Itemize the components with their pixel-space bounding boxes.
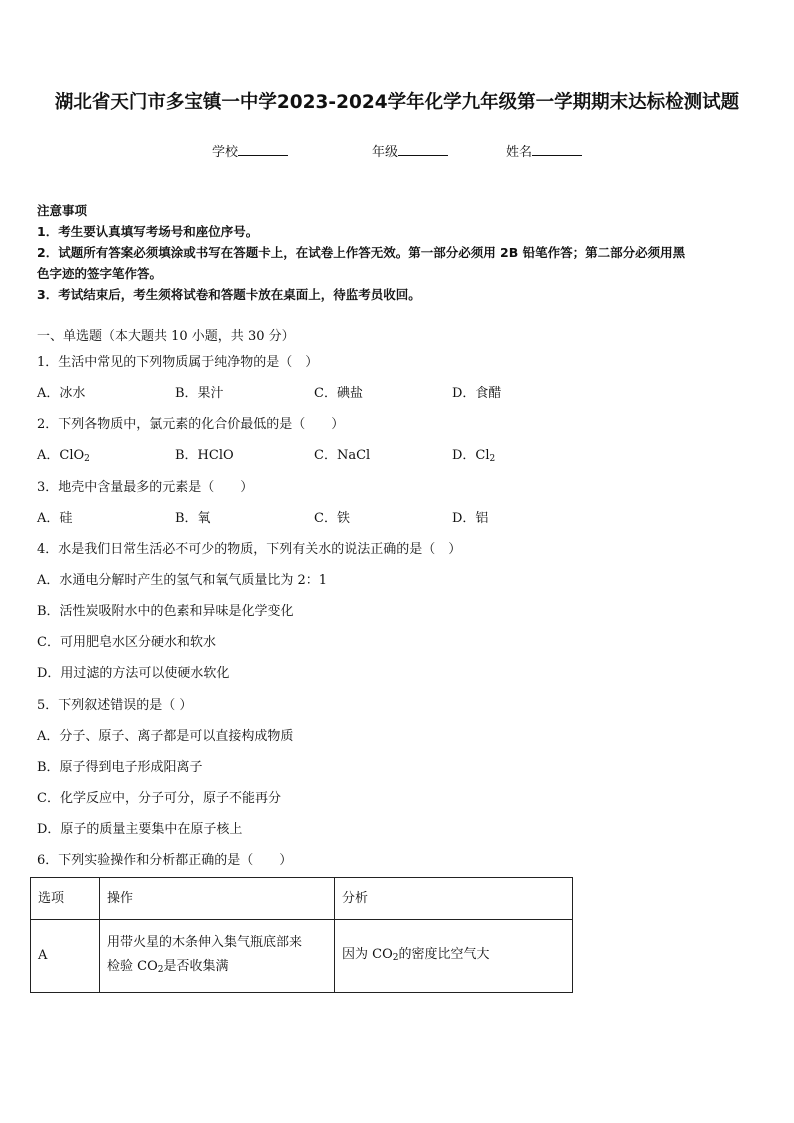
q6-row-a-operation-line1: 用带火星的木条伸入集气瓶底部来 [107,934,303,950]
q6-table [30,877,573,993]
q2-option-b: B．HClO [175,448,234,463]
q6-header-option: 选项 [31,878,100,920]
name-label: 姓名 [506,145,533,160]
q4-option-a: A．水通电分解时产生的氢气和氧气质量比为 2：1 [37,573,328,588]
q6-op-line2-subscript: 2 [157,964,164,975]
q1-option-d: D．食醋 [452,386,502,401]
q1-option-c: C．碘盐 [314,386,363,401]
grade-blank [398,143,448,156]
q2-option-a-text: A．ClO [37,448,85,463]
q5-option-c: C．化学反应中，分子可分，原子不能再分 [37,791,281,806]
q2-option-d-text: D．Cl [452,448,490,463]
school-field [212,141,288,160]
q6-header-operation: 操作 [100,878,335,920]
q6-op-line2-prefix: 检验 CO [107,958,158,974]
q2-option-a [37,448,90,467]
school-label: 学校 [212,145,239,160]
q6-op-line2-suffix: 是否收集满 [163,958,229,974]
q4-stem: 4．水是我们日常生活必不可少的物质，下列有关水的说法正确的是（ ） [37,542,462,557]
q1-option-a: A．冰水 [37,386,86,401]
q3-option-b: B．氧 [175,511,211,526]
q4-option-c: C．可用肥皂水区分硬水和软水 [37,635,216,650]
q6-stem: 6．下列实验操作和分析都正确的是（ ） [37,853,293,868]
q2-option-d-subscript: 2 [489,454,496,464]
q6-analysis-subscript: 2 [392,952,399,963]
name-field [506,141,582,160]
q2-stem: 2．下列各物质中，氯元素的化合价最低的是（ ） [37,417,345,432]
q6-analysis-suffix: 的密度比空气大 [398,946,490,962]
q5-option-b: B．原子得到电子形成阳离子 [37,760,203,775]
q5-option-d: D．原子的质量主要集中在原子核上 [37,822,243,837]
q3-option-c: C．铁 [314,511,350,526]
q5-option-a: A．分子、原子、离子都是可以直接构成物质 [37,729,294,744]
q6-row-a-option: A [31,920,100,993]
q2-option-d [452,448,495,467]
note-item-2: 2．试题所有答案必须填涂或书写在答题卡上，在试卷上作答无效。第一部分必须用 2B 铅笔作答；第二部分必须用黑 [37,245,686,260]
note-item-1: 1．考生要认真填写考场号和座位序号。 [37,224,259,239]
q4-option-d: D．用过滤的方法可以使硬水软化 [37,666,230,681]
school-blank [238,143,288,156]
q1-option-b: B．果汁 [175,386,224,401]
exam-title: 湖北省天门市多宝镇一中学2023-2024学年化学九年级第一学期期末达标检测试题 [54,92,740,113]
note-item-3: 3．考试结束后，考生须将试卷和答题卡放在桌面上，待监考员收回。 [37,287,421,302]
note-item-2-cont: 色字迹的签字笔作答。 [37,266,163,281]
q6-row-a-operation [100,920,335,993]
q3-option-a: A．硅 [37,511,73,526]
q4-option-b: B．活性炭吸附水中的色素和异味是化学变化 [37,604,294,619]
q6-header-analysis: 分析 [335,878,573,920]
q6-table-header-row [31,878,573,920]
name-blank [532,143,582,156]
q1-stem: 1．生活中常见的下列物质属于纯净物的是（ ） [37,355,319,370]
q3-stem: 3．地壳中含量最多的元素是（ ） [37,480,254,495]
q6-row-a-operation-line2 [107,955,327,982]
q3-option-d: D．铝 [452,511,489,526]
notes-heading: 注意事项 [37,203,88,218]
grade-field [372,141,448,160]
grade-label: 年级 [372,145,399,160]
q5-stem: 5．下列叙述错误的是（ ） [37,698,193,713]
q2-option-a-subscript: 2 [84,454,90,464]
q2-option-c: C．NaCl [314,448,371,463]
q6-row-a-analysis [335,920,573,993]
section-heading: 一、单选题（本大题共 10 小题，共 30 分） [37,329,295,344]
q6-analysis-prefix: 因为 CO [342,946,393,962]
q6-table-row-a [31,920,573,993]
